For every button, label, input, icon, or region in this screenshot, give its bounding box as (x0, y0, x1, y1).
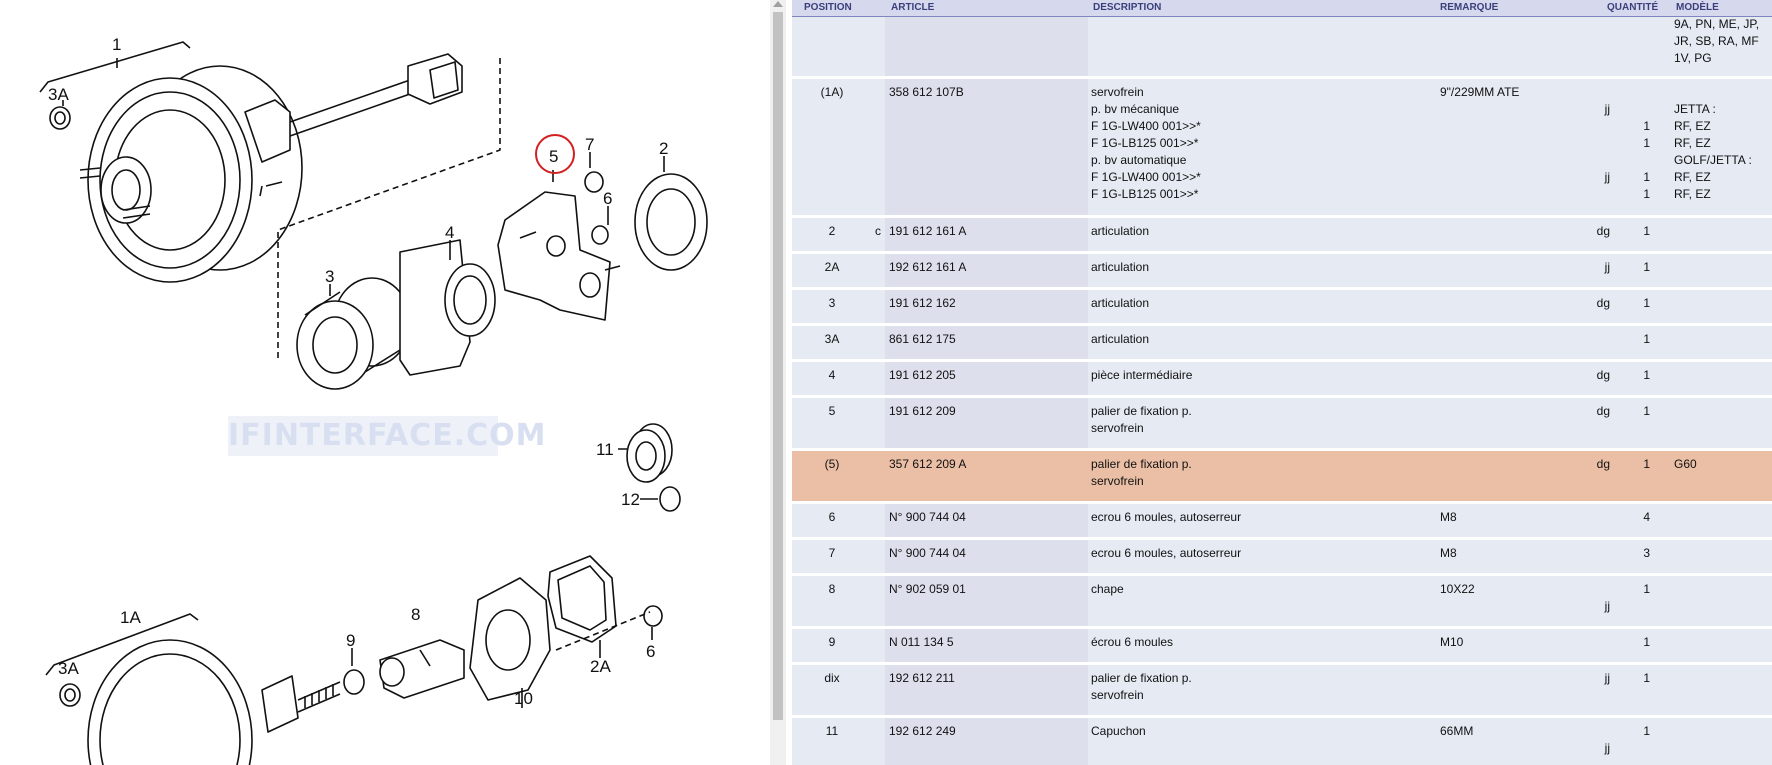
position-cell: 7 (828, 546, 836, 560)
mounting-bracket-10 (470, 578, 550, 700)
parts-table (792, 0, 1772, 765)
table-header (792, 0, 1772, 17)
table-row[interactable] (792, 326, 1772, 362)
header-description[interactable]: DESCRIPTION (1093, 2, 1162, 13)
unit-cell: jj (1604, 599, 1610, 613)
position-cell: dix (824, 671, 840, 685)
description-cell: articulation (1091, 332, 1150, 346)
table-row[interactable] (792, 290, 1772, 326)
description-cell: pièce intermédiaire (1091, 368, 1193, 382)
position-cell: 3A (824, 332, 840, 346)
description-cell: articulation (1091, 224, 1150, 238)
quantity-cell: 1 (1643, 671, 1650, 685)
description-cell: servofrein p. bv mécanique F 1G-LW400 001>>* F 1G-LB125 001>>* p. bv automatique F 1G-LW400 001>>* F 1G-LB125 001>>* (1091, 85, 1201, 201)
callout-9: 9 (346, 631, 356, 650)
remarque-cell: M8 (1440, 510, 1457, 524)
table-row[interactable] (792, 79, 1772, 218)
unit-cell: jj (1604, 260, 1610, 274)
position-cell: 8 (828, 582, 836, 596)
table-row[interactable] (792, 718, 1772, 765)
position-cell: (5) (824, 457, 840, 471)
model-cell: G60 (1674, 457, 1697, 471)
position-cell: 3 (828, 296, 836, 310)
unit-cell: dg (1596, 296, 1610, 310)
quantity-cell: 1 (1643, 635, 1650, 649)
table-row-selected[interactable] (792, 451, 1772, 504)
articulation-3 (297, 301, 373, 389)
callout-2: 2 (659, 139, 669, 158)
article-cell: N° 900 744 04 (889, 546, 966, 560)
quantity-cell: 1 (1643, 457, 1650, 471)
quantity-cell: 1 (1643, 724, 1650, 738)
callout-6-lower: 6 (646, 642, 656, 661)
description-cell: Capuchon (1091, 724, 1146, 738)
article-cell: 191 612 161 A (889, 224, 967, 238)
unit-cell: jj jj (1604, 102, 1610, 184)
position-cell: 5 (828, 404, 836, 418)
scroll-up-arrow-icon[interactable] (773, 1, 783, 7)
flag-cell: c (875, 224, 881, 238)
callout-4: 4 (445, 223, 455, 242)
callout-11: 11 (596, 440, 614, 459)
table-row[interactable] (792, 17, 1772, 79)
brake-booster-1a (88, 640, 252, 765)
unit-cell: jj (1604, 671, 1610, 685)
table-row[interactable] (792, 504, 1772, 540)
table-row[interactable] (792, 540, 1772, 576)
quantity-cell: 1 1 1 1 (1643, 119, 1650, 201)
article-cell: N° 902 059 01 (889, 582, 966, 596)
header-article[interactable]: ARTICLE (891, 2, 935, 13)
callout-12: 12 (621, 490, 640, 509)
description-cell: ecrou 6 moules, autoserreur (1091, 510, 1242, 524)
remarque-cell: 66MM (1440, 724, 1474, 738)
unit-cell: dg (1596, 404, 1610, 418)
table-row[interactable] (792, 629, 1772, 665)
callout-3a-lower: 3A (58, 659, 79, 678)
quantity-cell: 1 (1643, 582, 1650, 596)
callout-2a: 2A (590, 657, 611, 676)
position-cell: 2 (828, 224, 836, 238)
description-cell: articulation (1091, 296, 1150, 310)
description-cell: articulation (1091, 260, 1150, 274)
article-cell: N° 900 744 04 (889, 510, 966, 524)
article-cell: 192 612 211 (889, 671, 955, 685)
unit-cell: dg (1596, 368, 1610, 382)
parts-diagram (0, 0, 770, 765)
article-cell: 861 612 175 (889, 332, 956, 346)
article-cell: 357 612 209 A (889, 457, 967, 471)
unit-cell: dg (1596, 457, 1610, 471)
header-quantite[interactable]: QUANTITÉ (1607, 2, 1659, 13)
quantity-cell: 1 (1643, 224, 1650, 238)
article-cell: 191 612 205 (889, 368, 956, 382)
unit-cell: jj (1604, 741, 1610, 755)
scroll-thumb[interactable] (773, 12, 783, 720)
remarque-cell: M8 (1440, 546, 1457, 560)
article-cell: 191 612 162 (889, 296, 956, 310)
description-cell: ecrou 6 moules, autoserreur (1091, 546, 1242, 560)
remarque-cell: 10X22 (1440, 582, 1475, 596)
quantity-cell: 1 (1643, 404, 1650, 418)
position-cell: 4 (828, 368, 836, 382)
diagram-scrollbar[interactable] (770, 0, 786, 765)
position-cell: (1A) (820, 85, 844, 99)
callout-6: 6 (603, 189, 613, 208)
table-row[interactable] (792, 576, 1772, 629)
description-cell: écrou 6 moules (1091, 635, 1174, 649)
table-row[interactable] (792, 398, 1772, 451)
quantity-cell: 1 (1643, 332, 1650, 346)
model-cell: 9A, PN, ME, JP, JR, SB, RA, MF 1V, PG (1674, 17, 1760, 65)
callout-10: 10 (514, 689, 533, 708)
callout-5: 5 (549, 147, 559, 166)
quantity-cell: 3 (1643, 546, 1650, 560)
callout-3a: 3A (48, 85, 69, 104)
quantity-cell: 1 (1643, 296, 1650, 310)
header-position[interactable]: POSITION (804, 2, 852, 13)
article-cell: 358 612 107B (889, 85, 964, 99)
description-cell: palier de fixation p. servofrein (1091, 404, 1192, 435)
position-cell: 6 (828, 510, 836, 524)
unit-cell: dg (1596, 224, 1610, 238)
quantity-cell: 4 (1643, 510, 1650, 524)
callout-8: 8 (411, 605, 421, 624)
position-cell: 2A (824, 260, 840, 274)
description-cell: palier de fixation p. servofrein (1091, 671, 1192, 702)
callout-1a: 1A (120, 608, 141, 627)
table-row[interactable] (792, 254, 1772, 290)
table-row[interactable] (792, 665, 1772, 718)
quantity-cell: 1 (1643, 260, 1650, 274)
article-cell: 191 612 209 (889, 404, 956, 418)
article-cell: N 011 134 5 (889, 635, 954, 649)
header-modele[interactable]: MODÈLE (1676, 2, 1719, 13)
description-cell: palier de fixation p. servofrein (1091, 457, 1192, 488)
position-cell: 9 (828, 635, 836, 649)
exploded-view-drawing (0, 0, 770, 765)
watermark: IFINTERFACE.COM (228, 416, 498, 456)
model-cell: JETTA : RF, EZ RF, EZ GOLF/JETTA : RF, EZ RF, EZ (1674, 102, 1752, 201)
remarque-cell: 9"/229MM ATE (1440, 85, 1520, 99)
remarque-cell: M10 (1440, 635, 1464, 649)
table-row[interactable] (792, 362, 1772, 398)
description-cell: chape (1091, 582, 1124, 596)
position-cell: 11 (825, 724, 839, 738)
callout-3: 3 (325, 267, 335, 286)
callout-7: 7 (585, 135, 595, 154)
article-cell: 192 612 249 (889, 724, 956, 738)
quantity-cell: 1 (1643, 368, 1650, 382)
callout-1: 1 (112, 35, 122, 54)
article-cell: 192 612 161 A (889, 260, 967, 274)
header-remarque[interactable]: REMARQUE (1440, 2, 1499, 13)
table-row[interactable] (792, 218, 1772, 254)
